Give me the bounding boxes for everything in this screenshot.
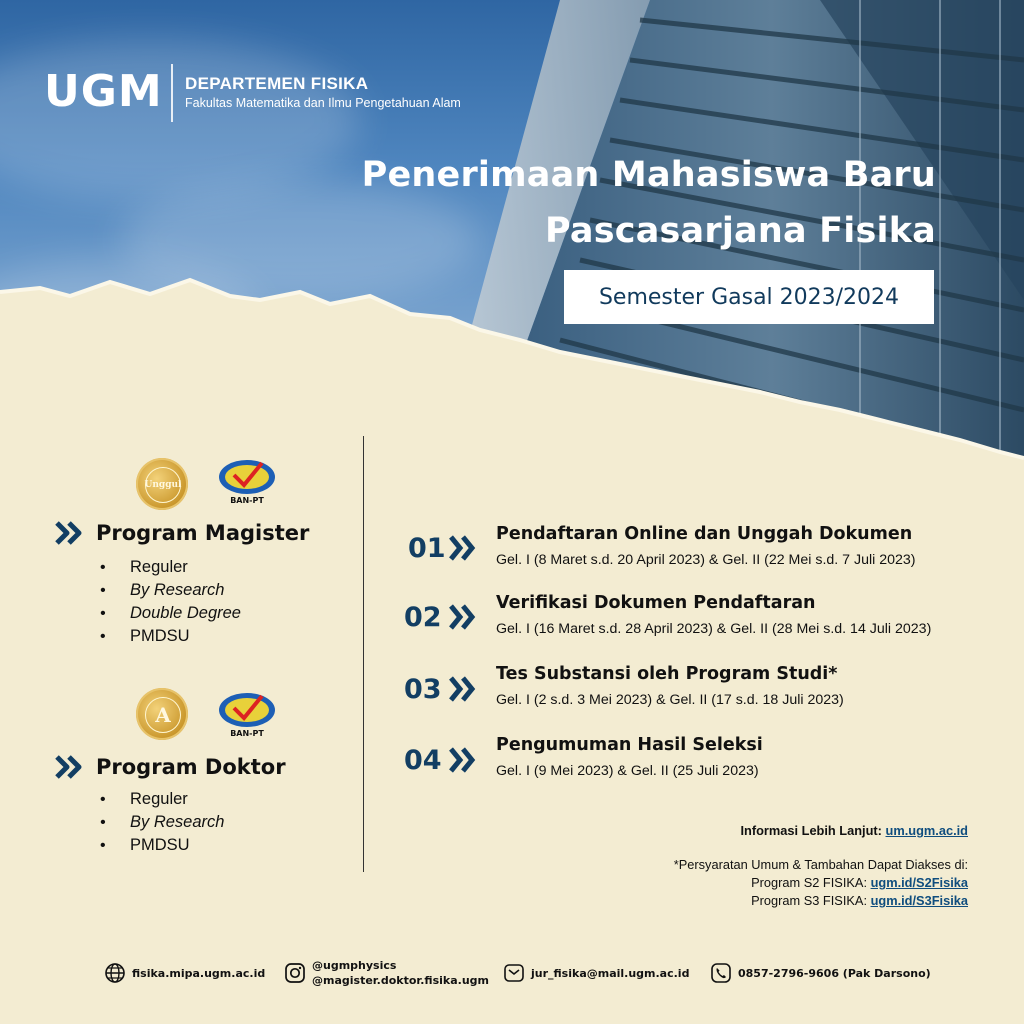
doktor-track-list xyxy=(100,788,224,857)
chevron-right-icon xyxy=(448,603,478,631)
chevron-right-icon xyxy=(448,746,478,774)
list-item: • By Research xyxy=(100,579,241,602)
phone-icon xyxy=(710,962,732,984)
magister-track-list xyxy=(100,556,241,648)
more-info-label: Informasi Lebih Lanjut: xyxy=(740,823,882,838)
step-number: 02 xyxy=(404,602,442,633)
mail-icon xyxy=(503,962,525,984)
footer-website[interactable] xyxy=(104,962,265,984)
ban-pt-text: BAN-PT xyxy=(230,496,264,505)
s3-label: Program S3 FISIKA: xyxy=(751,893,867,908)
step-title: Tes Substansi oleh Program Studi* xyxy=(496,664,838,684)
step-number: 01 xyxy=(408,533,446,564)
footer-instagram[interactable] xyxy=(284,958,489,988)
faculty-name: Fakultas Matematika dan Ilmu Pengetahuan Alam xyxy=(185,96,461,110)
semester-box xyxy=(564,270,934,324)
list-item: • PMDSU xyxy=(100,625,241,648)
list-item: • Reguler xyxy=(100,556,241,579)
chevron-right-icon xyxy=(448,534,478,562)
semester-label: Semester Gasal 2023/2024 xyxy=(598,284,900,310)
brand-divider xyxy=(171,64,173,122)
more-info-link[interactable]: um.ugm.ac.id xyxy=(885,823,968,838)
title-line-2: Pascasarjana Fisika xyxy=(544,211,936,251)
vertical-divider xyxy=(363,436,364,872)
requirements-note: *Persyaratan Umum & Tambahan Dapat Diakses di: xyxy=(673,857,968,872)
list-item: • Reguler xyxy=(100,788,224,811)
ugm-logo: UGM xyxy=(44,66,163,117)
step-dates: Gel. I (8 Maret s.d. 20 April 2023) & Gel. II (22 Mei s.d. 7 Juli 2023) xyxy=(496,552,916,568)
badge-unggul-text: Unggul xyxy=(145,467,181,503)
footer-phone[interactable] xyxy=(710,962,931,984)
accreditation-a-badge xyxy=(136,688,188,740)
s2-link-line xyxy=(751,875,968,890)
email-text: jur_fisika@mail.ugm.ac.id xyxy=(531,966,690,980)
step-title: Pengumuman Hasil Seleksi xyxy=(496,735,763,755)
program-doktor-title: Program Doktor xyxy=(96,755,286,779)
ban-pt-logo xyxy=(216,690,278,738)
instagram-handle-1: @ugmphysics xyxy=(312,959,397,972)
instagram-icon xyxy=(284,962,306,984)
list-item: • PMDSU xyxy=(100,834,224,857)
step-dates: Gel. I (16 Maret s.d. 28 April 2023) & Gel. II (28 Mei s.d. 14 Juli 2023) xyxy=(496,621,932,637)
ban-pt-text: BAN-PT xyxy=(230,729,264,738)
accreditation-unggul-badge xyxy=(136,458,188,510)
footer-email[interactable] xyxy=(503,962,689,984)
step-number: 04 xyxy=(404,745,442,776)
list-item: • By Research xyxy=(100,811,224,834)
chevron-right-icon xyxy=(54,754,88,780)
chevron-right-icon xyxy=(54,520,88,546)
s3-link-line xyxy=(751,893,968,908)
globe-icon xyxy=(104,962,126,984)
s3-link[interactable]: ugm.id/S3Fisika xyxy=(870,893,968,908)
more-info-line xyxy=(740,823,968,838)
program-doktor-heading xyxy=(54,754,286,780)
step-dates: Gel. I (2 s.d. 3 Mei 2023) & Gel. II (17 s.d. 18 Juli 2023) xyxy=(496,692,844,708)
department-name: DEPARTEMEN FISIKA xyxy=(185,74,369,93)
step-dates: Gel. I (9 Mei 2023) & Gel. II (25 Juli 2023) xyxy=(496,763,759,779)
s2-link[interactable]: ugm.id/S2Fisika xyxy=(870,875,968,890)
step-title: Pendaftaran Online dan Unggah Dokumen xyxy=(496,524,913,544)
phone-text: 0857-2796-9606 (Pak Darsono) xyxy=(738,966,931,980)
badge-a-text: A xyxy=(145,697,181,733)
step-title: Verifikasi Dokumen Pendaftaran xyxy=(496,593,816,613)
chevron-right-icon xyxy=(448,675,478,703)
ban-pt-logo xyxy=(216,457,278,505)
website-text: fisika.mipa.ugm.ac.id xyxy=(132,966,266,980)
s2-label: Program S2 FISIKA: xyxy=(751,875,867,890)
list-item: • Double Degree xyxy=(100,602,241,625)
program-magister-title: Program Magister xyxy=(96,521,310,545)
title-line-1: Penerimaan Mahasiswa Baru xyxy=(361,155,936,195)
instagram-handles xyxy=(312,958,489,988)
program-magister-heading xyxy=(54,520,309,546)
instagram-handle-2: @magister.doktor.fisika.ugm xyxy=(312,974,489,987)
step-number: 03 xyxy=(404,674,442,705)
